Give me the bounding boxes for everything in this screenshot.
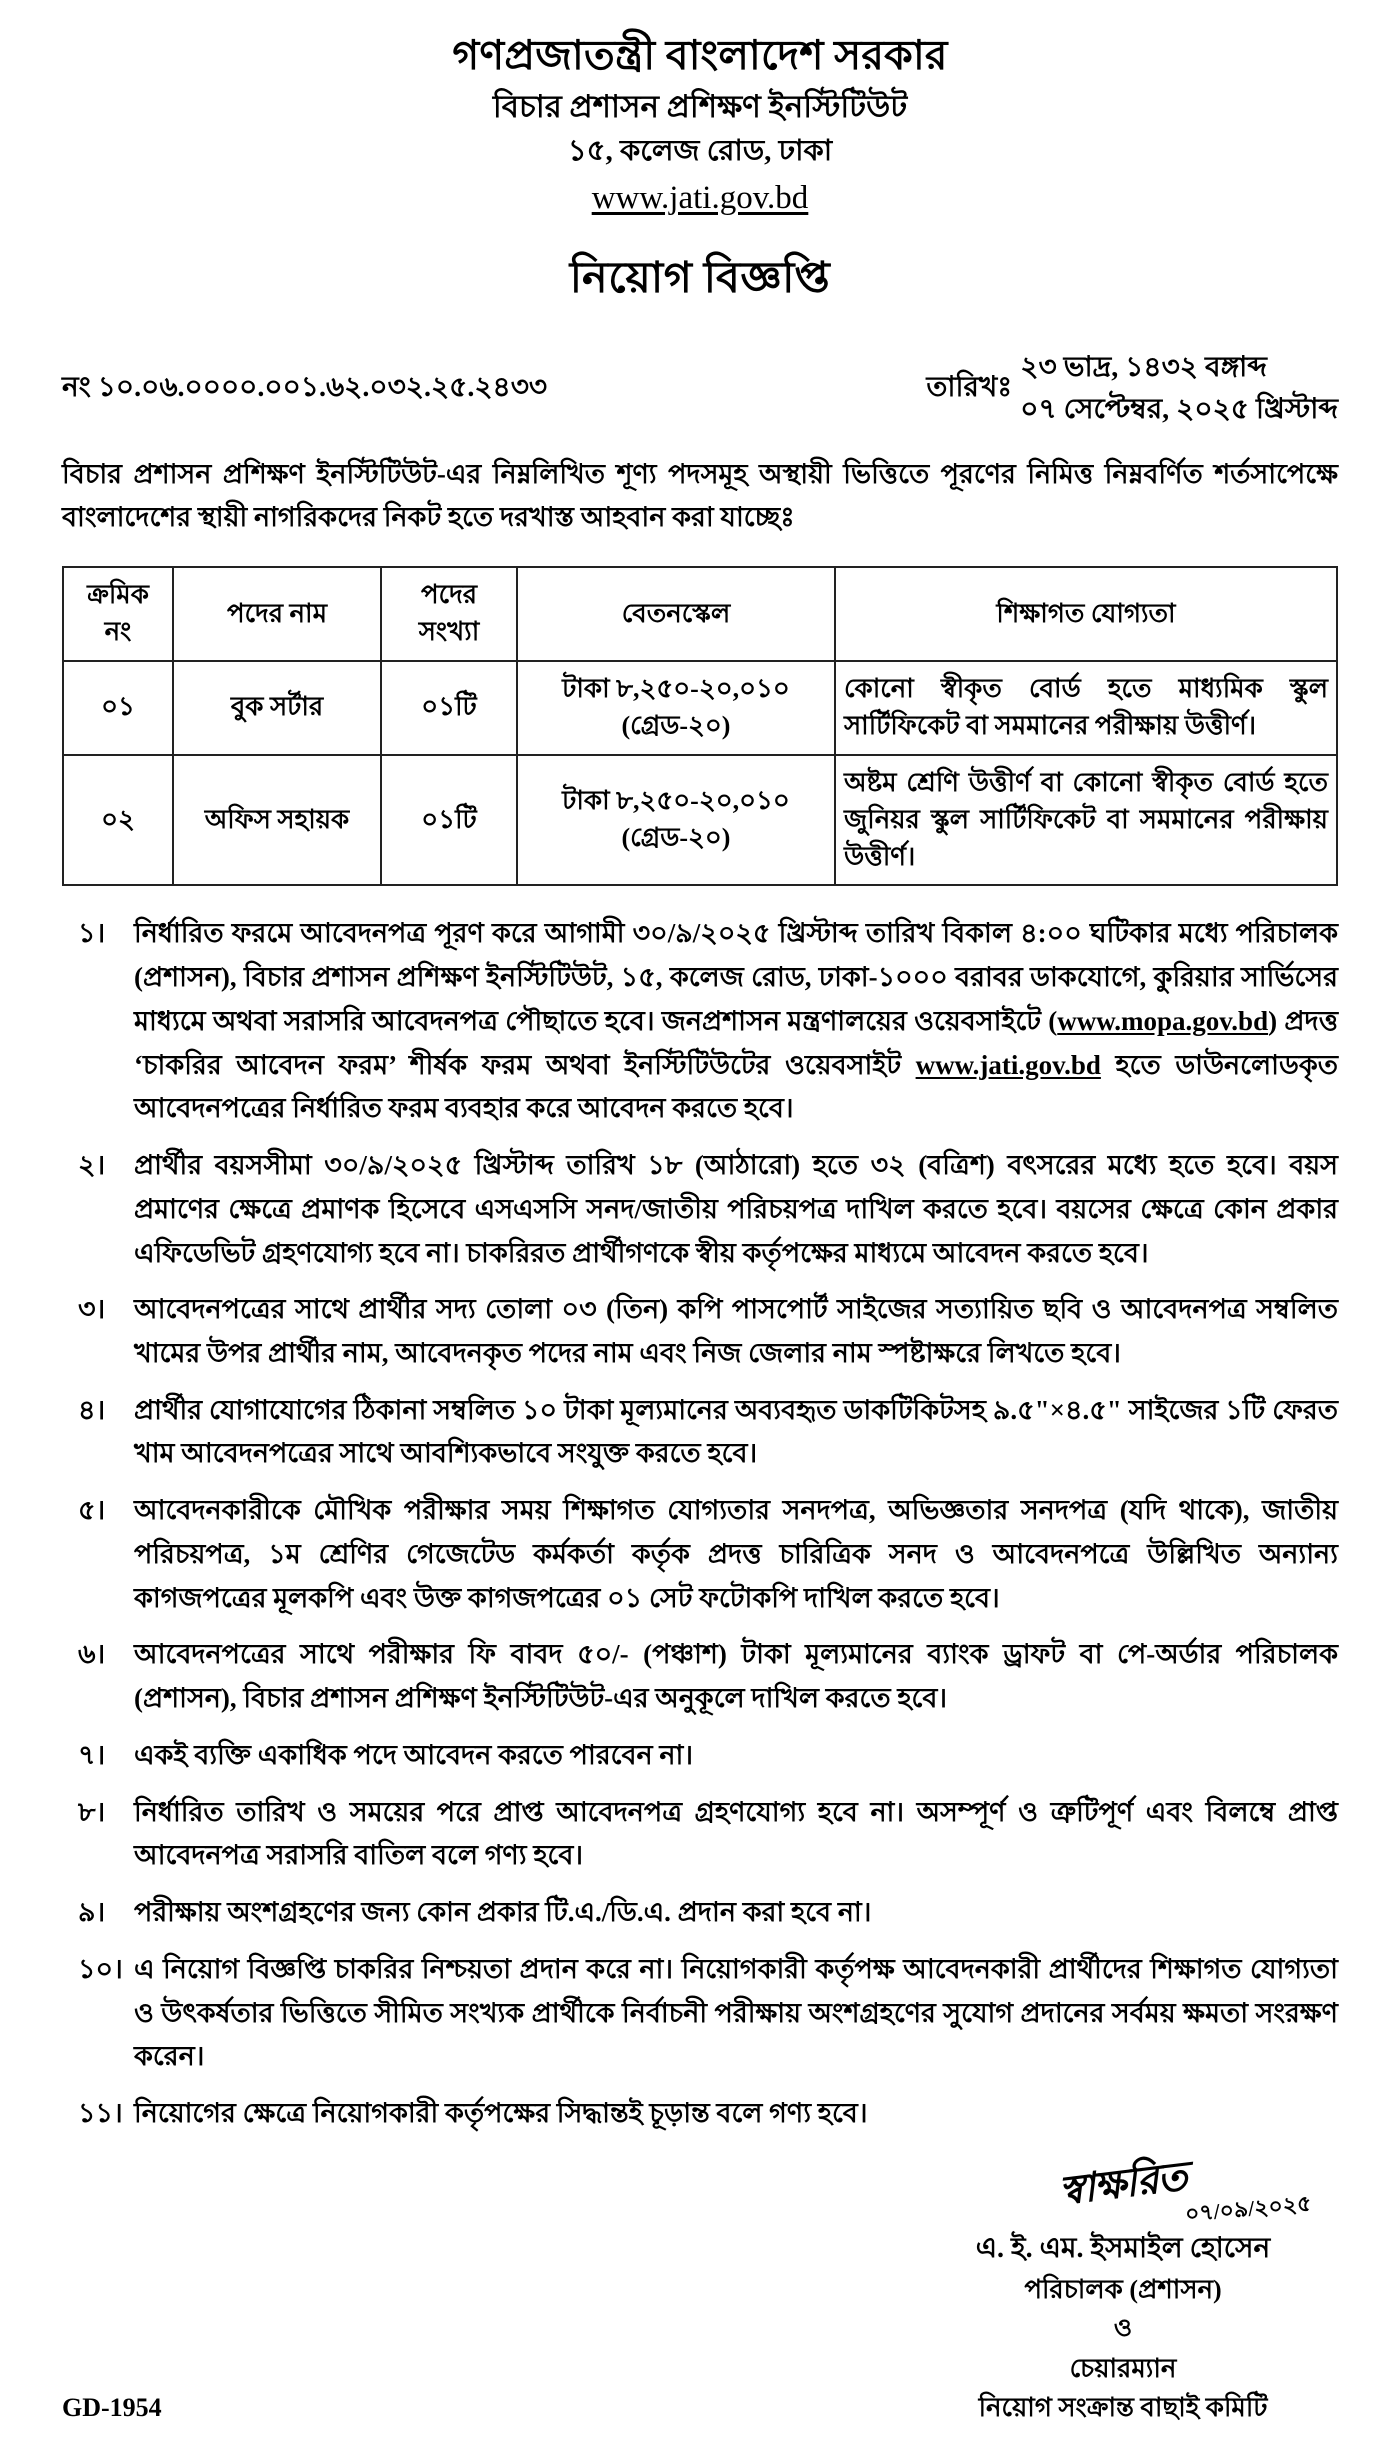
header-post-count: পদের সংখ্যা: [381, 567, 517, 661]
condition-item: [62, 1489, 1338, 1620]
cell-qualification: কোনো স্বীকৃত বোর্ড হতে মাধ্যমিক স্কুল সার্টিফিকেট বা সমমানের পরীক্ষায় উত্তীর্ণ।: [835, 661, 1337, 755]
condition-text-part3: হতে ডাউনলোডকৃত আবেদনপত্রের নির্ধারিত ফরম ব্যবহার করে আবেদন করতে হবে।: [134, 1049, 1338, 1124]
signatory-role-primary: পরিচালক (প্রশাসন): [1024, 2274, 1222, 2304]
page-title: নিয়োগ বিজ্ঞপ্তি: [569, 254, 831, 302]
condition-number: ৩।: [78, 1294, 106, 1325]
pay-scale-value: টাকা ৮,২৫০-২০,০১০: [562, 786, 790, 816]
cell-pay-scale: [517, 755, 835, 886]
institute-website-link[interactable]: www.jati.gov.bd: [591, 180, 809, 217]
condition-text: একই ব্যক্তি একাধিক পদে আবেদন করতে পারবেন না।: [134, 1739, 694, 1770]
cell-pay-scale: [517, 661, 835, 755]
cell-serial: ০১: [63, 661, 173, 755]
institute-name: বিচার প্রশাসন প্রশিক্ষণ ইনস্টিটিউট: [492, 89, 908, 125]
header-post-name: পদের নাম: [173, 567, 381, 661]
header-qualification: শিক্ষাগত যোগ্যতা: [835, 567, 1337, 661]
condition-text: আবেদনপত্রের সাথে পরীক্ষার ফি বাবদ ৫০/- (পঞ্চাশ) টাকা মূল্যমানের ব্যাংক ড্রাফট বা পে-অর্ডার পরিচালক (প্রশাসন), বিচার প্রশাসন প্রশিক্ষণ ইনস্টিটিউট-এর অনুকূলে দাখিল করতে হবে।: [134, 1639, 1338, 1714]
condition-number: ১।: [78, 918, 106, 949]
memo-number: নং ১০.০৬.০০০০.০০১.৬২.০৩২.২৫.২৪৩৩: [62, 371, 548, 403]
date-block: [926, 347, 1338, 431]
condition-number: ৮।: [78, 1796, 106, 1827]
pay-grade-value: (গ্রেড-২০): [621, 823, 731, 853]
signature-date: ০৭/০৯/২০২৫: [1184, 2190, 1313, 2227]
signature-section: [62, 2152, 1338, 2427]
condition-number: ৯।: [78, 1897, 106, 1928]
condition-number: ৫।: [78, 1495, 106, 1526]
condition-number: ৪।: [78, 1394, 106, 1425]
condition-number: ১১।: [78, 2098, 123, 2129]
date-values: [1020, 347, 1338, 431]
condition-text-part2: ) প্রদত্ত ‘চাকরির আবেদন ফরম’ শীর্ষক ফরম অথবা ইনস্টিটিউটের ওয়েবসাইট: [134, 1005, 1339, 1080]
table-row: [63, 755, 1337, 886]
condition-item: [62, 1791, 1338, 1878]
condition-text: পরীক্ষায় অংশগ্রহণের জন্য কোন প্রকার টি.এ./ডি.এ. প্রদান করা হবে না।: [134, 1897, 872, 1928]
condition-item: [62, 1633, 1338, 1720]
signatory-role-conjunction: ও: [1113, 2314, 1133, 2342]
condition-number: ৭।: [78, 1739, 106, 1770]
signature-block: [908, 2152, 1338, 2427]
condition-text: নিয়োগের ক্ষেত্রে নিয়োগকারী কর্তৃপক্ষের সিদ্ধান্তই চূড়ান্ত বলে গণ্য হবে।: [134, 2098, 868, 2129]
condition-number: ১০।: [78, 1953, 123, 1984]
jati-website-link[interactable]: www.jati.gov.bd: [915, 1049, 1101, 1080]
cell-post-name: অফিস সহায়ক: [173, 755, 381, 886]
cell-post-count: ০১টি: [381, 755, 517, 886]
condition-text: আবেদনকারীকে মৌখিক পরীক্ষার সময় শিক্ষাগত যোগ্যতার সনদপত্র, অভিজ্ঞতার সনদপত্র (যদি থাকে), জাতীয় পরিচয়পত্র, ১ম শ্রেণির গেজেটেড কর্মকর্তা কর্তৃক প্রদত্ত চারিত্রিক সনদ ও আবেদনপত্রে উল্লিখিত অন্যান্য কাগজপত্রের মূলকপি এবং উক্ত কাগজপত্রের ০১ সেট ফটোকপি দাখিল করতে হবে।: [134, 1495, 1338, 1613]
condition-item: [62, 1891, 1338, 1935]
signatory-name: এ. ই. এম. ইসমাইল হোসেন: [975, 2232, 1271, 2264]
condition-text-part1: নির্ধারিত ফরমে আবেদনপত্র পূরণ করে আগামী ৩০/৯/২০২৫ খ্রিস্টাব্দ তারিখ বিকাল ৪:০০ ঘটিকার মধ্যে পরিচালক (প্রশাসন), বিচার প্রশাসন প্রশিক্ষণ ইনস্টিটিউট, ১৫, কলেজ রোড, ঢাকা-১০০০ বরাবর ডাকযোগে, কুরিয়ার সার্ভিসের মাধ্যমে অথবা সরাসরি আবেদনপত্র পৌছাতে হবে। জনপ্রশাসন মন্ত্রণালয়ের ওয়েবসাইটে (: [134, 918, 1338, 1036]
document-header: [62, 28, 1338, 224]
pay-grade-value: (গ্রেড-২০): [621, 710, 731, 740]
institute-address: ১৫, কলেজ রোড, ঢাকা: [567, 135, 833, 168]
gd-number: GD-1954: [62, 2392, 162, 2422]
table-header-row: [63, 567, 1337, 661]
government-name: গণপ্রজাতন্ত্রী বাংলাদেশ সরকার: [452, 32, 948, 78]
condition-text: নির্ধারিত তারিখ ও সময়ের পরে প্রাপ্ত আবেদনপত্র গ্রহণযোগ্য হবে না। অসম্পূর্ণ ও ত্রুটিপূর্ণ এবং বিলম্বে প্রাপ্ত আবেদনপত্র সরাসরি বাতিল বলে গণ্য হবে।: [134, 1796, 1338, 1871]
signature-mark: স্বাক্ষরিত: [1056, 2152, 1190, 2215]
condition-text: প্রার্থীর বয়সসীমা ৩০/৯/২০২৫ খ্রিস্টাব্দ তারিখ ১৮ (আঠারো) হতে ৩২ (বত্রিশ) বৎসরের মধ্যে হতে হবে। বয়স প্রমাণের ক্ষেত্রে প্রমাণক হিসেবে এসএসসি সনদ/জাতীয় পরিচয়পত্র দাখিল করতে হবে। বয়সের ক্ষেত্রে কোন প্রকার এফিডেভিট গ্রহণযোগ্য হবে না। চাকরিরত প্রার্থীগণকে স্বীয় কর্তৃপক্ষের মাধ্যমে আবেদন করতে হবে।: [134, 1150, 1338, 1268]
handwritten-signature: [908, 2152, 1338, 2226]
vacancy-table: [62, 566, 1338, 886]
cell-post-name: বুক সর্টার: [173, 661, 381, 755]
condition-item: [62, 1734, 1338, 1778]
condition-item: [62, 2092, 1338, 2136]
cell-qualification: অষ্টম শ্রেণি উত্তীর্ণ বা কোনো স্বীকৃত বোর্ড হতে জুনিয়র স্কুল সার্টিফিকেট বা সমমানের পরীক্ষায় উত্তীর্ণ।: [835, 755, 1337, 886]
intro-paragraph: বিচার প্রশাসন প্রশিক্ষণ ইনস্টিটিউট-এর নিম্নলিখিত শূণ্য পদসমূহ অস্থায়ী ভিত্তিতে পূরণের নিমিত্ত নিম্নবর্ণিত শর্তসাপেক্ষে বাংলাদেশের স্থায়ী নাগরিকদের নিকট হতে দরখাস্ত আহবান করা যাচ্ছেঃ: [62, 458, 1338, 533]
condition-text: [134, 912, 1338, 1131]
mopa-website-link[interactable]: www.mopa.gov.bd: [1057, 1005, 1269, 1036]
date-label: তারিখঃ: [926, 371, 1013, 403]
condition-item: [62, 1144, 1338, 1275]
condition-item: [62, 912, 1338, 1131]
cell-serial: ০২: [63, 755, 173, 886]
condition-number: ৬।: [78, 1639, 106, 1670]
condition-text: আবেদনপত্রের সাথে প্রার্থীর সদ্য তোলা ০৩ (তিন) কপি পাসপোর্ট সাইজের সত্যায়িত ছবি ও আবেদনপত্র সম্বলিত খামের উপর প্রার্থীর নাম, আবেদনকৃত পদের নাম এবং নিজ জেলার নাম স্পষ্টাক্ষরে লিখতে হবে।: [134, 1294, 1338, 1369]
condition-item: [62, 1389, 1338, 1476]
cell-post-count: ০১টি: [381, 661, 517, 755]
signatory-role-secondary: চেয়ারম্যান: [1069, 2353, 1177, 2383]
condition-text: এ নিয়োগ বিজ্ঞপ্তি চাকরির নিশ্চয়তা প্রদান করে না। নিয়োগকারী কর্তৃপক্ষ আবেদনকারী প্রার্থীদের শিক্ষাগত যোগ্যতা ও উৎকর্ষতার ভিত্তিতে সীমিত সংখ্যক প্রার্থীকে নির্বাচনী পরীক্ষায় অংশগ্রহণের সুযোগ প্রদানের সর্বময় ক্ষমতা সংরক্ষণ করেন।: [134, 1953, 1338, 2072]
header-pay-scale: বেতনস্কেল: [517, 567, 835, 661]
condition-item: [62, 1948, 1338, 2079]
date-english: ০৭ সেপ্টেম্বর, ২০২৫ খ্রিস্টাব্দ: [1020, 393, 1338, 425]
condition-item: [62, 1288, 1338, 1375]
conditions-list: [62, 912, 1338, 2135]
condition-number: ২।: [78, 1150, 106, 1181]
condition-text: প্রার্থীর যোগাযোগের ঠিকানা সম্বলিত ১০ টাকা মূল্যমানের অব্যবহৃত ডাকটিকিটসহ ৯.৫"×৪.৫" সাইজের ১টি ফেরত খাম আবেদনপত্রের সাথে আবশ্যিকভাবে সংযুক্ত করতে হবে।: [134, 1394, 1338, 1469]
header-serial: ক্রমিক নং: [63, 567, 173, 661]
memo-date-row: [62, 347, 1338, 431]
pay-scale-value: টাকা ৮,২৫০-২০,০১০: [562, 673, 790, 703]
table-row: [63, 661, 1337, 755]
signatory-committee: নিয়োগ সংক্রান্ত বাছাই কমিটি: [978, 2392, 1268, 2422]
date-bangla: ২৩ ভাদ্র, ১৪৩২ বঙ্গাব্দ: [1020, 351, 1267, 383]
